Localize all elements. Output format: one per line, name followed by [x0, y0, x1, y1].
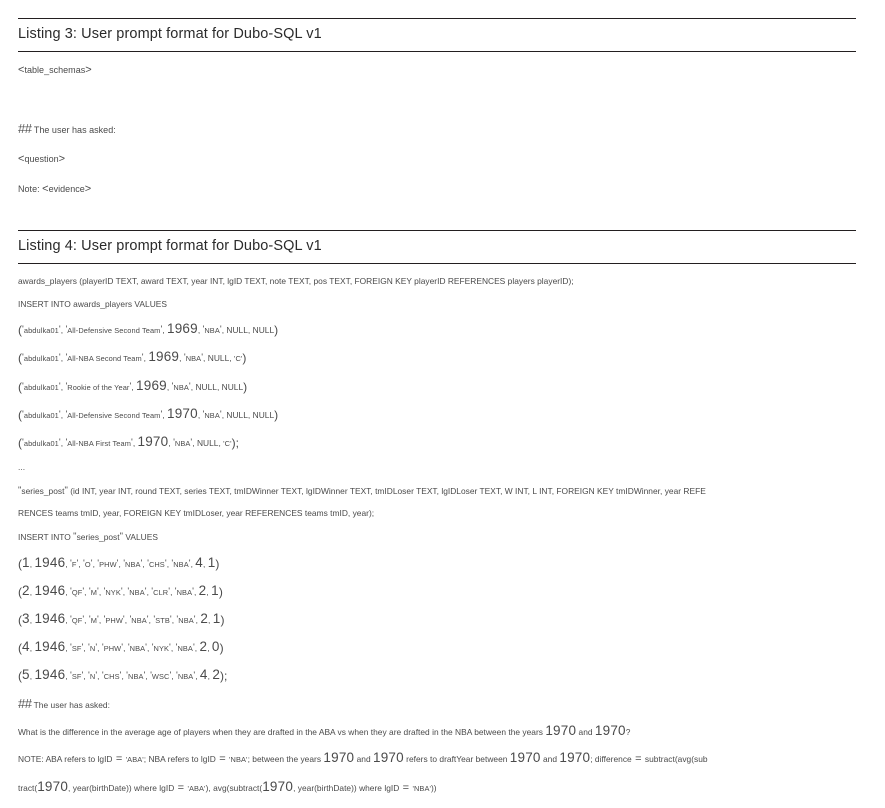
listing-4-series-row: (5, 1946, 'SF', 'N', 'CHS', 'NBA', 'WSC', 'NBA', 4, 2); [18, 667, 228, 684]
listing-4-ellipsis: ... [18, 462, 26, 473]
listing-4-awards-row: ('abdulka01', 'All-NBA Second Team', 1969, 'NBA', NULL, 'C') [18, 349, 247, 366]
listing-3-blank-line [18, 95, 856, 103]
listing-3-line-user-asked [18, 122, 856, 135]
listing-4-note-line-2: tract(1970, year(birthDate)) where lgID = 'ABA'), avg(subtract(1970, year(birthDate)) where lgID = 'NBA')) [18, 778, 437, 794]
listing-3-line-question: <question> [18, 152, 66, 165]
listing-4-series-row: (1, 1946, 'F', 'O', 'PHW', 'NBA', 'CHS', 'NBA', 4, 1) [18, 554, 220, 571]
listing-4-series-row: (3, 1946, 'QF', 'M', 'PHW', 'NBA', 'STB', 'NBA', 2, 1) [18, 611, 225, 627]
listing-4-user-asked-text: The user has asked: [33, 699, 110, 710]
listing-4-question: What is the difference in the average age of players when they are drafted in the ABA vs when they are drafted in the NBA between the years 1970 and 1970? [18, 722, 631, 738]
listing-3-user-asked-text: The user has asked: [33, 124, 116, 135]
listing-3-caption: Listing 3: User prompt format for Dubo-SQL v1 [18, 26, 322, 42]
listing-4-user-asked [18, 697, 856, 710]
listing-4-series-row: (2, 1946, 'QF', 'M', 'NYK', 'NBA', 'CLR', 'NBA', 2, 1) [18, 582, 223, 599]
listing-4-awards-row: ('abdulka01', 'Rookie of the Year', 1969, 'NBA', NULL, NULL) [18, 377, 248, 394]
listing-4-awards-row: ('abdulka01', 'All-Defensive Second Team', 1970, 'NBA', NULL, NULL) [18, 405, 279, 422]
hash-marker-icon: ## [18, 120, 32, 136]
listing-3-block [18, 18, 856, 214]
listing-3-body [18, 52, 856, 195]
listing-3-line-note: Note: <evidence> [18, 182, 92, 195]
listing-4-schema-series-line2: RENCES teams tmID, year, FOREIGN KEY tmIDLoser, year REFERENCES teams tmID, year); [18, 508, 375, 519]
listing-4-body [18, 264, 856, 794]
listing-4-block [18, 230, 856, 808]
listing-4-series-row: (4, 1946, 'SF', 'N', 'PHW', 'NBA', 'NYK', 'NBA', 2, 0) [18, 639, 224, 656]
listing-4-note-line-1: NOTE: ABA refers to lgID = 'ABA'; NBA refers to lgID = 'NBA'; between the years 1970 and 1970 refers to draftYear between 1970 and 1970; difference = subtract(avg(sub [18, 750, 708, 766]
listing-4-schema-awards: awards_players (playerID TEXT, award TEXT, year INT, lgID TEXT, note TEXT, pos TEXT, FOREIGN KEY playerID REFERENCES players playerID); [18, 275, 574, 286]
listing-4-insert-series: INSERT INTO "series_post" VALUES [18, 530, 158, 542]
listing-4-caption: Listing 4: User prompt format for Dubo-SQL v1 [18, 238, 322, 254]
listing-3-note-prefix: Note: [18, 183, 43, 194]
listing-4-awards-row: ('abdulka01', 'All-NBA First Team', 1970, 'NBA', NULL, 'C'); [18, 433, 239, 450]
hash-marker-icon: ## [18, 695, 32, 711]
listing-4-schema-series-line1: "series_post" (id INT, year INT, round TEXT, series TEXT, tmIDWinner TEXT, lgIDWinner TEXT, tmIDLoser TEXT, lgIDLoser TEXT, W INT, L INT, FOREIGN KEY tmIDWinner, year REFE [18, 484, 706, 496]
listing-3-line-table-schemas: <table_schemas> [18, 63, 92, 76]
listing-4-insert-awards: INSERT INTO awards_players VALUES [18, 298, 167, 309]
listing-4-awards-row: ('abdulka01', 'All-Defensive Second Team', 1969, 'NBA', NULL, NULL) [18, 321, 279, 338]
